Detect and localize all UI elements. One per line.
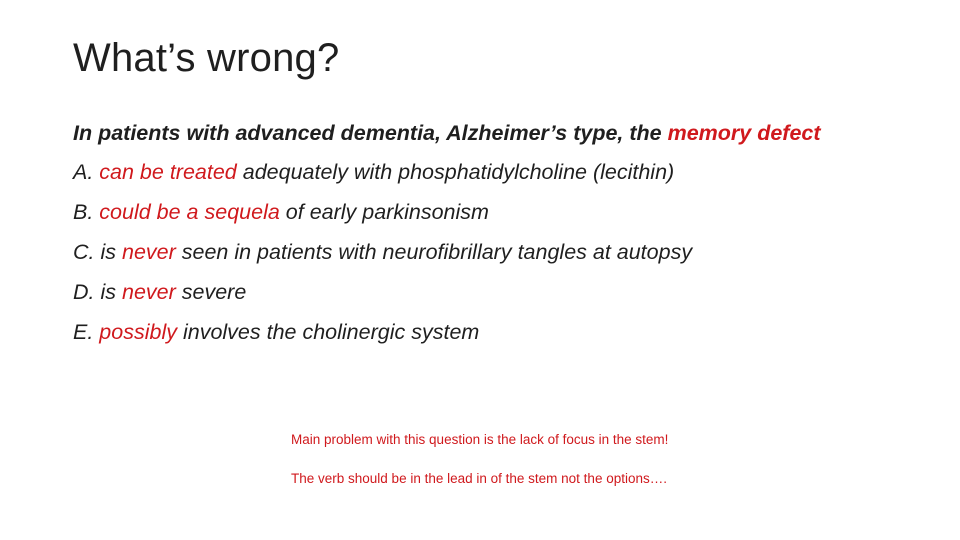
question-stem: [73, 118, 933, 148]
option-label: C. is: [73, 240, 122, 264]
note-verb-placement: The verb should be in the lead in of the stem not the options….: [291, 471, 667, 486]
option-label: D. is: [73, 280, 122, 304]
option-text: seen in patients with neurofibrillary tangles at autopsy: [175, 240, 693, 264]
slide-title: What’s wrong?: [73, 36, 340, 80]
option-b: [73, 192, 933, 232]
note-main-problem: Main problem with this question is the lack of focus in the stem!: [291, 432, 669, 447]
option-text: involves the cholinergic system: [176, 320, 480, 344]
option-d: [73, 272, 933, 312]
notes-block: [291, 432, 668, 486]
option-highlight: could be a sequela: [99, 200, 280, 224]
option-c: [73, 232, 933, 272]
option-label: B.: [73, 200, 100, 224]
option-e: [73, 312, 933, 352]
option-highlight: never: [121, 280, 176, 304]
option-label: E.: [73, 320, 100, 344]
stem-text: In patients with advanced dementia, Alzheimer’s type, the: [73, 121, 668, 145]
option-highlight: never: [121, 240, 176, 264]
option-text: adequately with phosphatidylcholine (lecithin): [236, 160, 675, 184]
option-highlight: possibly: [99, 320, 177, 344]
option-text: severe: [175, 280, 247, 304]
option-text: of early parkinsonism: [279, 200, 489, 224]
option-a: [73, 152, 933, 192]
option-highlight: can be treated: [99, 160, 237, 184]
option-label: A.: [73, 160, 100, 184]
question-block: [73, 118, 933, 352]
stem-highlight: memory defect: [667, 121, 821, 145]
